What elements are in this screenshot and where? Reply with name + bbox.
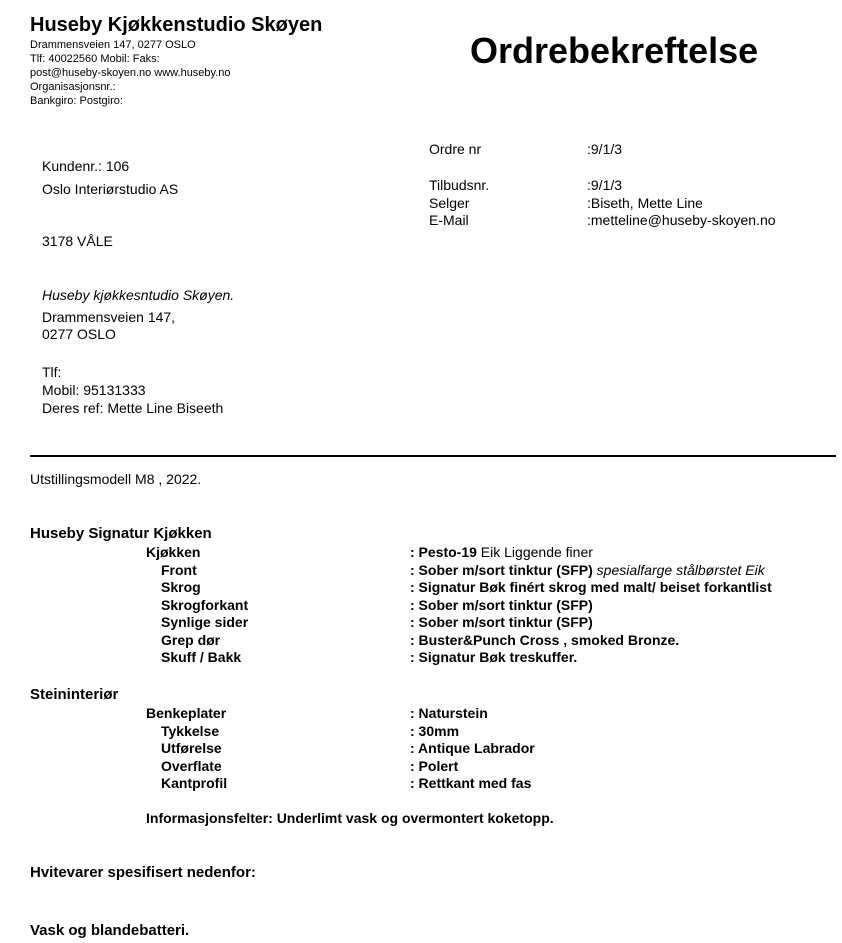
- kitchen-spec-label: Skrogforkant: [161, 596, 249, 613]
- kitchen-spec-label: Synlige sider: [161, 614, 249, 630]
- front-note: spesialfarge stålbørstet Eik: [592, 562, 765, 578]
- company-phones: Tlf: 40022560 Mobil: Faks:: [30, 53, 160, 65]
- kitchen-spec-value: : Buster&Punch Cross , smoked Bronze.: [410, 631, 680, 648]
- company-web: post@huseby-skoyen.no www.huseby.no: [30, 67, 231, 79]
- stone-heading: Steininteriør: [30, 686, 119, 703]
- section-divider: [30, 455, 836, 457]
- appliances-heading: Hvitevarer spesifisert nedenfor:: [30, 864, 256, 881]
- kitchen-spec-value: : Sober m/sort tinktur (SFP): [410, 596, 593, 613]
- kitchen-finish: Eik Liggende finer: [476, 544, 593, 560]
- company-name: Huseby Kjøkkenstudio Skøyen: [30, 14, 323, 36]
- front-label: Front: [161, 562, 197, 578]
- customer-name: Oslo Interiørstudio AS: [42, 181, 179, 197]
- customer-number: Kundenr.: 106: [42, 158, 130, 174]
- stone-spec-label: Benkeplater: [146, 705, 227, 721]
- kitchen-spec-label: Skuff / Bakk: [161, 649, 242, 665]
- stone-spec-value: : Rettkant med fas: [410, 775, 532, 791]
- customer-postal: 3178 VÅLE: [42, 233, 113, 249]
- info-fields: Informasjonsfelter: Underlimt vask og overmontert koketopp.: [146, 810, 554, 826]
- delivery-name: Huseby kjøkkesntudio Skøyen.: [42, 287, 235, 303]
- kitchen-heading: Huseby Signatur Kjøkken: [30, 525, 212, 542]
- intro-text: Utstillingsmodell M8 , 2022.: [30, 471, 202, 487]
- kitchen-main-value: [410, 544, 593, 560]
- stone-spec-label: Kantprofil: [161, 775, 228, 791]
- front-value: [410, 562, 765, 578]
- delivery-phone: Tlf:: [42, 364, 62, 380]
- stone-spec-value: : Naturstein: [410, 705, 488, 721]
- order-number-value: :9/1/3: [587, 141, 623, 157]
- offer-number-value: :9/1/3: [587, 177, 623, 193]
- stone-spec-label: Utførelse: [161, 740, 222, 756]
- stone-spec-label: Overflate: [161, 757, 222, 774]
- stone-spec-value: : Antique Labrador: [410, 740, 535, 756]
- kitchen-spec-value: : Signatur Bøk treskuffer.: [410, 649, 578, 665]
- document-title: Ordrebekreftelse: [470, 30, 759, 71]
- stone-spec-label: Tykkelse: [161, 722, 220, 739]
- stone-spec-value: : 30mm: [410, 722, 460, 739]
- delivery-mobile: Mobil: 95131333: [42, 382, 146, 398]
- sink-heading: Vask og blandebatteri.: [30, 922, 190, 939]
- seller-value: :Biseth, Mette Line: [587, 195, 703, 211]
- email-value: :metteline@huseby-skoyen.no: [587, 212, 776, 228]
- kitchen-spec-value: : Signatur Bøk finért skrog med malt/ beiset forkantlist: [410, 579, 772, 595]
- kitchen-spec-label: Skrog: [161, 579, 201, 595]
- kitchen-model: : Pesto-19: [410, 544, 477, 560]
- kitchen-spec-value: : Sober m/sort tinktur (SFP): [410, 614, 593, 630]
- company-org: Organisasjonsnr.:: [30, 81, 116, 93]
- seller-label: Selger: [429, 195, 470, 211]
- front-finish: : Sober m/sort tinktur (SFP): [410, 562, 593, 578]
- offer-number-label: Tilbudsnr.: [429, 177, 490, 193]
- order-number-label: Ordre nr: [429, 141, 482, 157]
- delivery-reference: Deres ref: Mette Line Biseeth: [42, 400, 224, 416]
- delivery-city: 0277 OSLO: [42, 326, 116, 342]
- company-address: Drammensveien 147, 0277 OSLO: [30, 39, 196, 51]
- email-label: E-Mail: [429, 212, 469, 228]
- delivery-street: Drammensveien 147,: [42, 309, 176, 325]
- company-bank: Bankgiro: Postgiro:: [30, 95, 123, 107]
- kitchen-spec-label: Grep dør: [161, 631, 221, 648]
- stone-spec-value: : Polert: [410, 757, 459, 774]
- kitchen-main-label: Kjøkken: [146, 544, 201, 560]
